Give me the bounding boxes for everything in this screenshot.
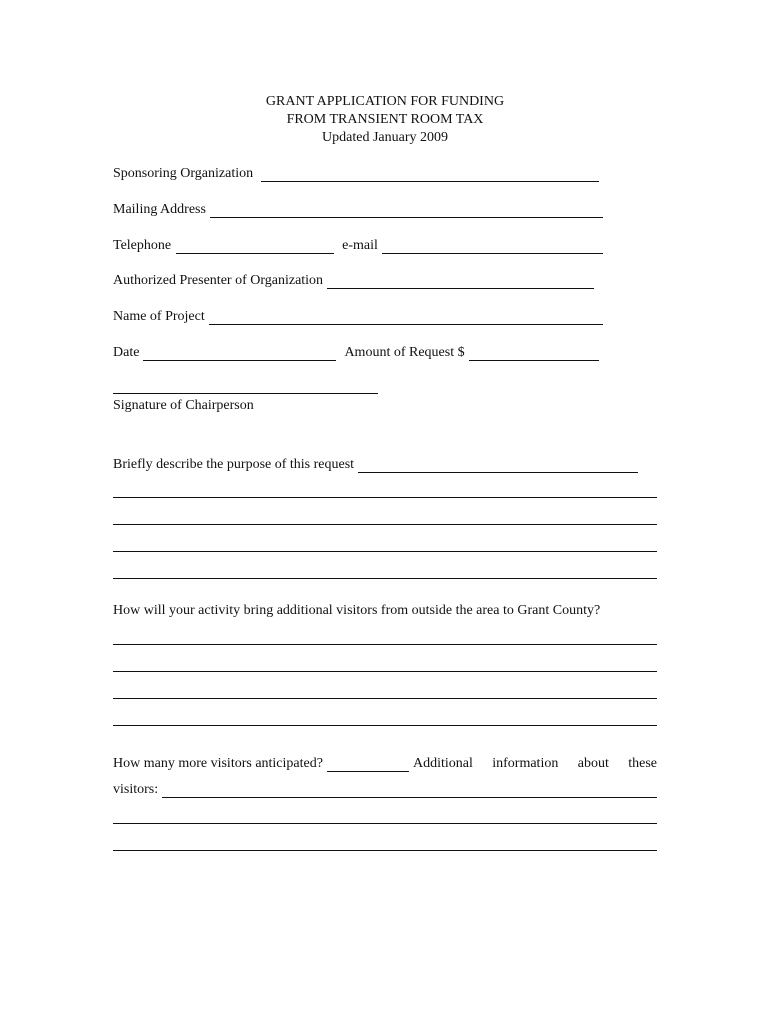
signature-line[interactable] [113,393,378,394]
mailing-address-label: Mailing Address [113,202,206,217]
amount-of-request-field[interactable] [469,346,599,361]
authorized-presenter-row [113,273,594,289]
purpose-question: Briefly describe the purpose of this request [113,457,355,472]
telephone-label: Telephone [113,238,172,253]
additional-information-text [413,756,657,772]
telephone-row [113,238,603,254]
purpose-field-line-4[interactable] [113,551,657,552]
visitors-outside-field-line-3[interactable] [113,698,657,699]
email-label: e-mail [342,238,378,253]
visitors-info-field-line-3[interactable] [113,850,657,851]
telephone-field[interactable] [176,239,334,254]
additional-word-1: Additional [412,756,473,771]
form-updated-date: Updated January 2009 [322,130,448,145]
form-header [0,93,770,147]
purpose-row [113,457,638,473]
mailing-address-field[interactable] [210,203,603,218]
visitors-info-row [113,782,657,798]
sponsoring-organization-row [113,166,599,182]
visitors-anticipated-field[interactable] [327,757,409,772]
visitors-outside-question: How will your activity bring additional visitors from outside the area to Grant County? [113,603,601,618]
date-amount-row [113,345,599,361]
form-title-line-1: GRANT APPLICATION FOR FUNDING [265,94,505,109]
authorized-presenter-field[interactable] [327,274,594,289]
purpose-field-line-5[interactable] [113,578,657,579]
visitors-outside-field-line-4[interactable] [113,725,657,726]
visitors-label: visitors: [113,782,159,797]
visitors-outside-field-line-2[interactable] [113,671,657,672]
sponsoring-organization-label: Sponsoring Organization [113,166,254,181]
name-of-project-field[interactable] [209,310,603,325]
sponsoring-organization-field[interactable] [261,167,599,182]
purpose-field-line-1[interactable] [358,458,638,473]
visitors-outside-field-line-1[interactable] [113,644,657,645]
visitors-anticipated-row [113,756,657,772]
purpose-field-line-2[interactable] [113,497,657,498]
email-field[interactable] [382,239,603,254]
visitors-info-field-line-1[interactable] [162,783,657,798]
purpose-field-line-3[interactable] [113,524,657,525]
date-label: Date [113,345,140,360]
name-of-project-label: Name of Project [113,309,205,324]
additional-word-4: these [628,756,657,771]
additional-word-2: information [492,756,559,771]
additional-word-3: about [577,756,609,771]
name-of-project-row [113,309,603,325]
signature-label: Signature of Chairperson [113,398,254,413]
date-field[interactable] [143,346,336,361]
mailing-address-row [113,202,603,218]
visitors-anticipated-question: How many more visitors anticipated? [113,756,323,771]
visitors-info-field-line-2[interactable] [113,823,657,824]
authorized-presenter-label: Authorized Presenter of Organization [113,273,324,288]
amount-of-request-label: Amount of Request $ [344,345,465,360]
form-title-line-2: FROM TRANSIENT ROOM TAX [286,112,484,127]
